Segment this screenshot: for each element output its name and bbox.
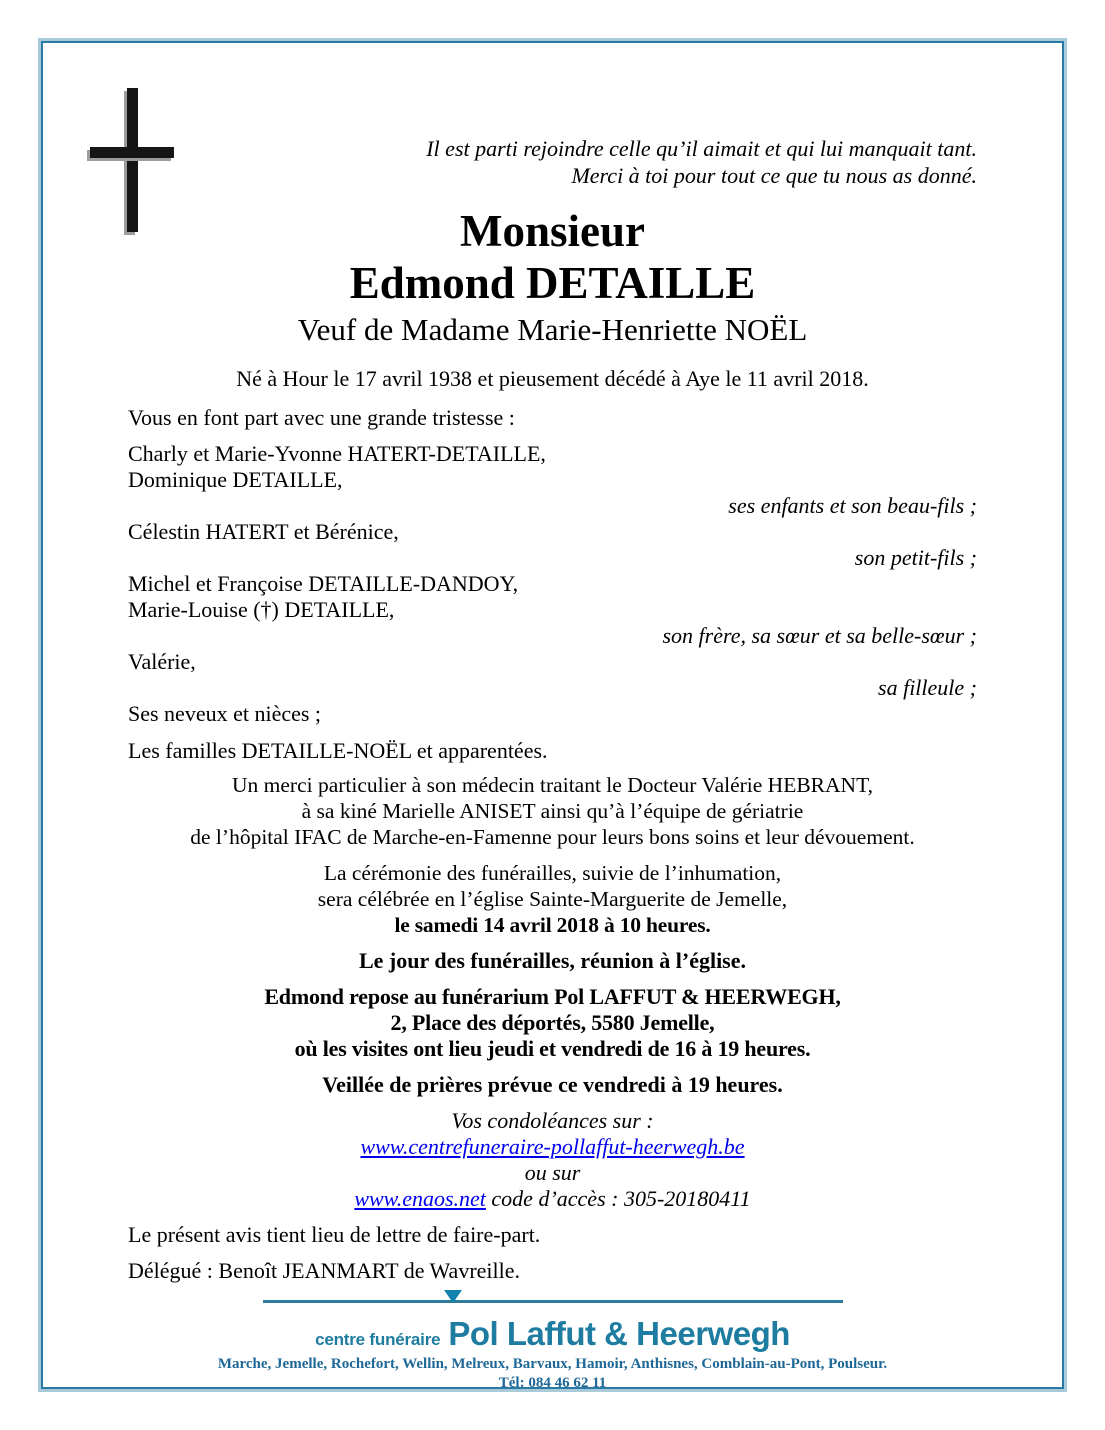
cross-horizontal-bar (90, 147, 174, 158)
epigraph (128, 43, 977, 189)
relation-label: ses enfants et son beau-fils ; (728, 493, 977, 518)
relative-name: Marie-Louise (†) DETAILLE, (128, 597, 395, 622)
funeral-home-footer (128, 1300, 977, 1389)
footer-phone: Tél: 084 46 62 11 (498, 1375, 607, 1389)
repose-line-1: Edmond repose au funérarium Pol LAFFUT & HEERWEGH, (264, 984, 841, 1009)
relation-label: sa filleule ; (878, 675, 977, 700)
ceremony-line-2: sera célébrée en l’église Sainte-Marguerite de Jemelle, (317, 887, 788, 911)
vigil-line: Veillée de prières prévue ce vendredi à 19 heures. (322, 1072, 783, 1097)
relative-name: Célestin HATERT et Bérénice, (128, 519, 399, 544)
enaos-website-link[interactable]: www.enaos.net (354, 1186, 486, 1211)
announcement-intro: Vous en font part avec une grande tristesse : (128, 405, 515, 430)
brand-name: Pol Laffut & Heerwegh (448, 1315, 790, 1352)
repose-paragraph (128, 984, 977, 1062)
condolences-between: ou sur (524, 1160, 581, 1185)
relative-name: Valérie, (128, 649, 196, 674)
brand-triangle-icon (444, 1290, 462, 1303)
thanks-line-3: de l’hôpital IFAC de Marche-en-Famenne pour leurs bons soins et leur dévouement. (190, 825, 915, 849)
reunion-line: Le jour des funérailles, réunion à l’église. (358, 948, 747, 973)
honorific-title: Monsieur (460, 206, 645, 256)
condolences-intro: Vos condoléances sur : (451, 1108, 654, 1133)
life-dates: Né à Hour le 17 avril 1938 et pieusement décédé à Aye le 11 avril 2018. (236, 366, 869, 391)
condolences-block (128, 1108, 977, 1212)
decorative-inner-border (41, 41, 1064, 1389)
repose-line-2: 2, Place des déportés, 5580 Jemelle, (390, 1010, 715, 1035)
delegate-line: Délégué : Benoît JEANMART de Wavreille. (128, 1258, 521, 1283)
ceremony-line-1: La cérémonie des funérailles, suivie de l’inhumation, (323, 861, 782, 885)
relative-name: Charly et Marie-Yvonne HATERT-DETAILLE, (128, 441, 546, 466)
ceremony-date-line: le samedi 14 avril 2018 à 10 heures. (394, 913, 711, 937)
thanks-line-2: à sa kiné Marielle ANISET ainsi qu’à l’équipe de gériatrie (301, 799, 804, 823)
announcement-body (43, 43, 1062, 1387)
relations-list (128, 441, 977, 727)
widower-subtitle: Veuf de Madame Marie-Henriette NOËL (297, 312, 808, 347)
brand-logo (128, 1315, 977, 1353)
repose-line-3: où les visites ont lieu jeudi et vendredi de 16 à 19 heures. (294, 1036, 811, 1061)
footer-locations: Marche, Jemelle, Rochefort, Wellin, Melreux, Barvaux, Hamoir, Anthisnes, Comblain-au-Pont, Poulseur. (217, 1356, 888, 1372)
ceremony-paragraph (128, 860, 977, 938)
relation-label: son petit-fils ; (854, 545, 977, 570)
thanks-paragraph (128, 772, 977, 850)
deceased-name: Edmond DETAILLE (349, 258, 756, 308)
nephews-line: Ses neveux et nièces ; (128, 701, 322, 726)
cross-vertical-bar (127, 88, 138, 232)
condolences-link2-line (128, 1186, 977, 1212)
notice-line: Le présent avis tient lieu de lettre de faire-part. (128, 1222, 541, 1247)
relative-name: Michel et Françoise DETAILLE-DANDOY, (128, 571, 519, 596)
footer-divider (263, 1300, 843, 1303)
condolences-link1-line (128, 1134, 977, 1160)
relative-name: Dominique DETAILLE, (128, 467, 343, 492)
relation-label: son frère, sa sœur et sa belle-sœur ; (662, 623, 977, 648)
cross-icon (90, 88, 174, 232)
thanks-line-1: Un merci particulier à son médecin traitant le Docteur Valérie HEBRANT, (232, 773, 873, 797)
funeral-home-website-link[interactable]: www.centrefuneraire-pollaffut-heerwegh.be (360, 1134, 745, 1159)
epigraph-line-1: Il est parti rejoindre celle qu’il aimait et qui lui manquait tant. (426, 136, 977, 161)
brand-prefix: centre funéraire (315, 1330, 441, 1349)
families-line: Les familles DETAILLE-NOËL et apparentées. (128, 738, 548, 763)
epigraph-line-2: Merci à toi pour tout ce que tu nous as donné. (571, 163, 977, 188)
access-code: code d’accès : 305-20180411 (485, 1186, 751, 1211)
decorative-outer-border (38, 38, 1067, 1392)
